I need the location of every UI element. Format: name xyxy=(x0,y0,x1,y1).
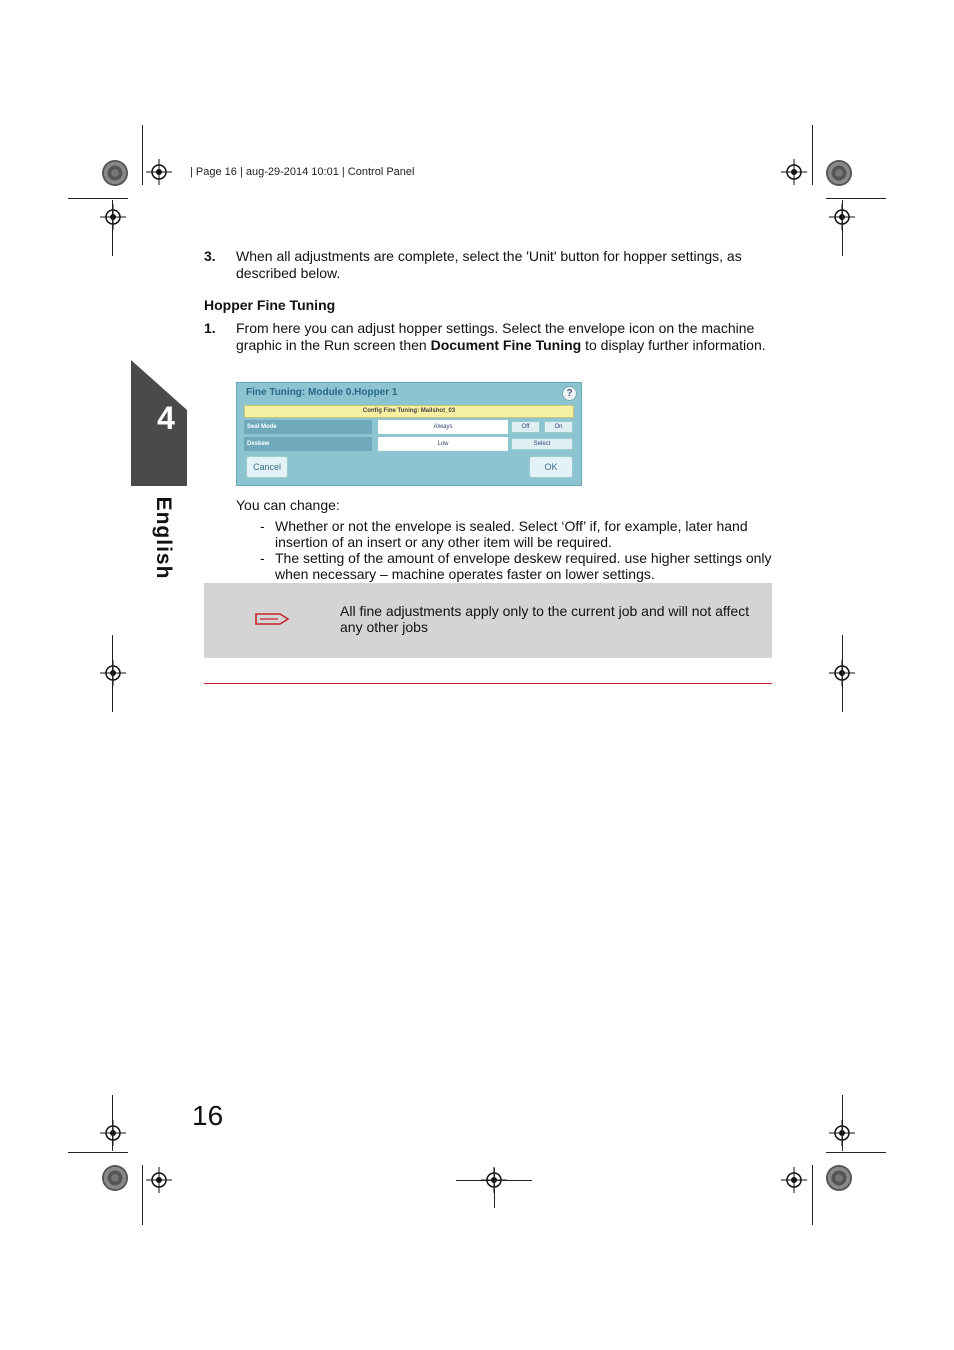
crop-line xyxy=(142,1165,143,1225)
fine-tuning-screenshot xyxy=(236,382,582,486)
chapter-number: 4 xyxy=(157,400,175,436)
step-text-part: From here you can adjust hopper settings. Select the envelope icon on the machine graphic in the Run screen then xyxy=(236,320,755,353)
step-text-part: to display further information. xyxy=(581,337,766,353)
step-text-bold: Document Fine Tuning xyxy=(430,337,582,353)
seal-mode-value: Always xyxy=(378,420,508,434)
step-text xyxy=(236,320,776,354)
list-item-text: The setting of the amount of envelope deskew required. use higher settings only when necessary – machine operates faster on lower settings. xyxy=(275,550,772,582)
crop-line xyxy=(112,635,113,712)
config-bar: Config Fine Tuning: Mailshot_03 xyxy=(244,405,574,418)
step-text: When all adjustments are complete, select the 'Unit' button for hopper settings, as described below. xyxy=(236,248,742,281)
print-slug: | Page 16 | aug-29-2014 10:01 | Control Panel xyxy=(190,166,415,178)
note-text: All fine adjustments apply only to the current job and will not affect any other jobs xyxy=(340,603,750,635)
crop-line xyxy=(812,125,813,185)
crop-line xyxy=(68,198,128,199)
crosshair-mark xyxy=(146,1167,172,1193)
note-box xyxy=(204,583,772,658)
crop-line xyxy=(842,1095,843,1151)
crop-line xyxy=(494,1168,495,1208)
page-number: 16 xyxy=(192,1100,224,1131)
screenshot-title: Fine Tuning: Module 0.Hopper 1 xyxy=(246,387,398,398)
crop-line xyxy=(142,125,143,185)
registration-target xyxy=(102,160,128,186)
help-icon: ? xyxy=(562,386,577,401)
crop-line xyxy=(812,1165,813,1225)
deskew-value: Low xyxy=(378,437,508,451)
section-divider xyxy=(204,683,772,684)
seal-mode-label: Seal Mode xyxy=(244,420,372,434)
bullet-dash: - xyxy=(260,518,265,534)
crop-line xyxy=(68,1152,128,1153)
crop-line xyxy=(112,1095,113,1151)
list-item-text: Whether or not the envelope is sealed. Select ‘Off’ if, for example, later hand insertion of an insert or any other item will be required. xyxy=(275,518,748,550)
section-heading: Hopper Fine Tuning xyxy=(204,297,336,313)
crop-line xyxy=(826,198,886,199)
crosshair-mark xyxy=(100,1120,126,1146)
ok-button: OK xyxy=(529,456,573,478)
crosshair-mark xyxy=(100,660,126,686)
seal-on-button: On xyxy=(544,421,573,433)
deskew-label: Deskew xyxy=(244,437,372,451)
crosshair-mark xyxy=(146,159,172,185)
registration-target xyxy=(826,160,852,186)
pointing-hand-icon xyxy=(254,610,294,628)
crop-line xyxy=(842,200,843,256)
step-number: 1. xyxy=(204,320,216,336)
crosshair-mark xyxy=(781,159,807,185)
crosshair-mark xyxy=(781,1167,807,1193)
crop-line xyxy=(842,635,843,712)
crop-line xyxy=(826,1152,886,1153)
deskew-select-button: Select xyxy=(511,438,573,450)
seal-off-button: Off xyxy=(511,421,540,433)
registration-target xyxy=(102,1165,128,1191)
change-intro: You can change: xyxy=(236,497,340,513)
crop-line xyxy=(112,200,113,256)
cancel-button: Cancel xyxy=(246,456,288,478)
chapter-language-label: English xyxy=(152,496,175,580)
step-number: 3. xyxy=(204,248,216,264)
chapter-language xyxy=(148,494,178,584)
bullet-dash: - xyxy=(260,550,265,566)
crosshair-mark xyxy=(100,204,126,230)
registration-target xyxy=(826,1165,852,1191)
